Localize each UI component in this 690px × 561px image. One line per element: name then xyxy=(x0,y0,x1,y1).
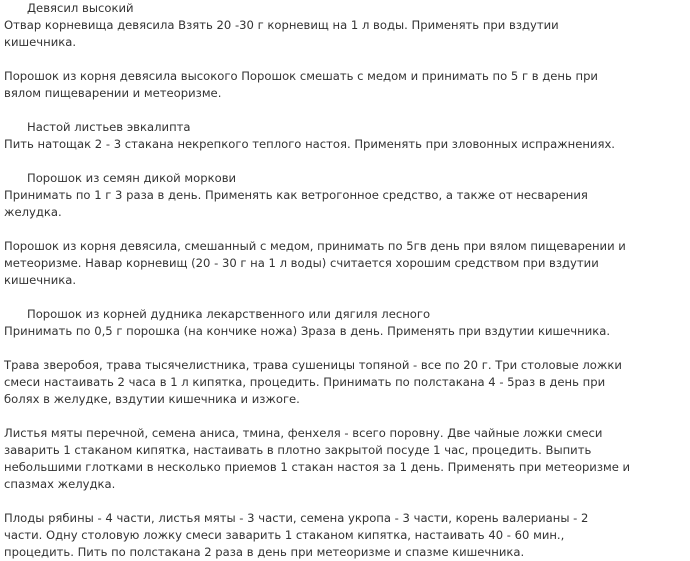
recipe-heading: Порошок из семян дикой моркови xyxy=(27,171,237,185)
recipe-text-line: части. Одну столовую ложку смеси заварить 1 стаканом кипятка, настаивать 40 - 60 мин., xyxy=(4,528,565,542)
recipe-text-line: Порошок из корня девясила высокого Порошок смешать с медом и принимать по 5 г в день при xyxy=(4,69,598,83)
recipe-block xyxy=(4,238,688,289)
recipe-text-line: процедить. Пить по полстакана 2 раза в день при метеоризме и спазме кишечника. xyxy=(4,545,525,559)
recipe-text-line: болях в желудке, вздутии кишечника и изжоге. xyxy=(4,392,300,406)
recipe-text-line: вялом пищеварении и метеоризме. xyxy=(4,86,222,100)
recipe-text-line: Плоды рябины - 4 части, листья мяты - 3 части, семена укропа - 3 части, корень валерианы - 2 xyxy=(4,511,589,525)
recipe-text-line: Листья мяты перечной, семена аниса, тмина, фенхеля - всего поровну. Две чайные ложки смеси xyxy=(4,426,603,440)
recipe-block xyxy=(4,425,688,493)
recipe-text-line: заварить 1 стаканом кипятка, настаивать в плотно закрытой посуде 1 час, процедить. Выпить xyxy=(4,443,592,457)
recipe-block xyxy=(4,306,688,340)
recipe-text-line: Принимать по 1 г 3 раза в день. Применять как ветрогонное средство, а также от несварения xyxy=(4,188,588,202)
recipe-heading: Порошок из корней дудника лекарственного или дягиля лесного xyxy=(27,307,431,321)
recipe-block xyxy=(4,68,688,102)
recipe-text-line: Порошок из корня девясила, смешанный с медом, принимать по 5гв день при вялом пищеварении и xyxy=(4,239,626,253)
article-body xyxy=(4,0,688,561)
recipe-text-line: смеси настаивать 2 часа в 1 л кипятка, процедить. Принимать по полстакана 4 - 5раз в день при xyxy=(4,375,606,389)
recipe-text-line: Пить натощак 2 - 3 стакана некрепкого теплого настоя. Применять при зловонных испражнениях. xyxy=(4,137,615,151)
recipe-block xyxy=(4,357,688,408)
recipe-heading: Девясил высокий xyxy=(27,1,134,15)
recipe-block xyxy=(4,0,688,51)
recipe-text-line: небольшими глотками в несколько приемов 1 стакан настоя за 1 день. Применять при метеоризме и xyxy=(4,460,631,474)
recipe-text-line: Отвар корневища девясила Взять 20 -30 г корневищ на 1 л воды. Применять при вздутии xyxy=(4,18,559,32)
recipe-text-line: метеоризме. Навар корневищ (20 - 30 г на 1 л воды) считается хорошим средством при вздутии xyxy=(4,256,599,270)
recipe-block xyxy=(4,119,688,153)
recipe-text-line: кишечника. xyxy=(4,35,77,49)
recipe-text-line: кишечника. xyxy=(4,273,77,287)
recipe-heading: Настой листьев эвкалипта xyxy=(27,120,191,134)
recipe-block xyxy=(4,510,688,561)
recipe-text-line: Трава зверобоя, трава тысячелистника, трава сушеницы топяной - все по 20 г. Три столовые ложки xyxy=(4,358,622,372)
recipe-text-line: Принимать по 0,5 г порошка (на кончике ножа) Зраза в день. Применять при вздутии кишечника. xyxy=(4,324,611,338)
recipe-block xyxy=(4,170,688,221)
recipe-text-line: спазмах желудка. xyxy=(4,477,116,491)
recipe-text-line: желудка. xyxy=(4,205,62,219)
